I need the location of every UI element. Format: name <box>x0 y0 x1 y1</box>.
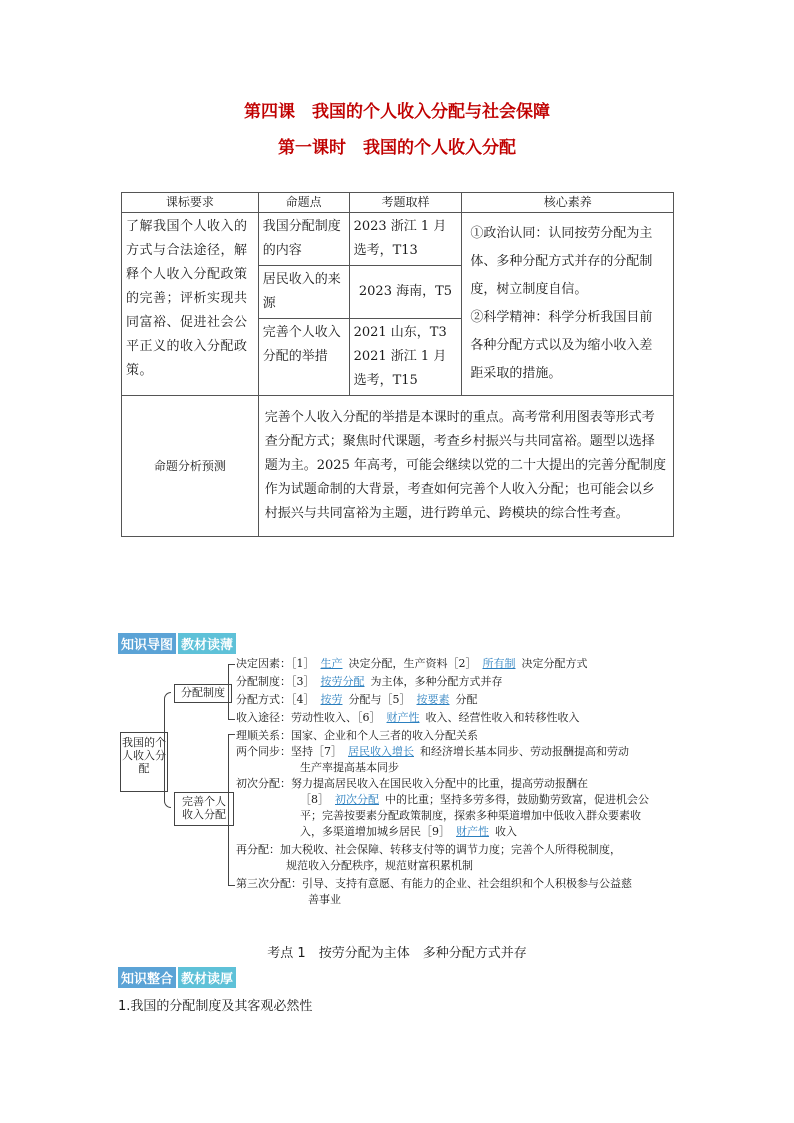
b2-line: 善事业 <box>308 893 341 906</box>
branch2-connector <box>228 734 235 886</box>
root-connector <box>164 692 171 808</box>
b1-line: 决定因素：［1］ 生产 决定分配，生产资料［2］ 所有制 决定分配方式 <box>236 657 588 670</box>
point-cell: 我国分配制度的内容 <box>258 213 349 266</box>
b2-line: 入，多渠道增加城乡居民［9］ 财产性 收入 <box>300 825 517 838</box>
col-header: 核心素养 <box>462 193 674 213</box>
lesson-title: 第四课 我国的个人收入分配与社会保障 <box>244 102 550 122</box>
map-badge <box>118 633 236 654</box>
col-header: 命题点 <box>258 193 349 213</box>
b2-line: 第三次分配：引导、支持有意愿、有能力的企业、社会组织和个人积极参与公益慈 <box>236 877 632 890</box>
section-heading: 1.我国的分配制度及其客观必然性 <box>118 999 313 1014</box>
table-header-row <box>122 193 674 213</box>
col-header: 考题取样 <box>349 193 462 213</box>
b2-line: ［8］ 初次分配 中的比重；坚持多劳多得，鼓励勤劳致富，促进机会公 <box>300 793 649 806</box>
b2-line: 再分配：加大税收、社会保障、转移支付等的调节力度；完善个人所得税制度， <box>236 843 621 856</box>
sample-cell <box>349 319 462 396</box>
analysis-label: 命题分析预测 <box>153 458 226 473</box>
branch1-connector <box>228 664 235 720</box>
b2-line: 两个同步：坚持［7］ 居民收入增长 和经济增长基本同步、劳动报酬提高和劳动 <box>236 745 629 758</box>
table-row <box>122 213 674 266</box>
sample-cell: 2023 浙江 1 月选考，T13 <box>349 213 462 266</box>
mind-map <box>118 655 678 915</box>
literacy-cell <box>462 213 674 396</box>
branch-improve-distribution: 完善个人收入分配 <box>174 792 234 826</box>
root-node: 我国的个人收入分配 <box>120 732 168 792</box>
lesson-subtitle: 第一课时 我国的个人收入分配 <box>278 138 516 158</box>
b2-line: 理顺关系：国家、企业和个人三者的收入分配关系 <box>236 729 478 742</box>
b2-line: 规范收入分配秩序，规范财富积累机制 <box>286 859 473 872</box>
b1-line: 收入途径：劳动性收入、［6］ 财产性 收入、经营性收入和转移性收入 <box>236 711 580 724</box>
b2-line: 初次分配：努力提高居民收入在国民收入分配中的比重，提高劳动报酬在 <box>236 777 588 790</box>
analysis-label-cell <box>122 396 259 537</box>
analysis-text-cell: 完善个人收入分配的举措是本课时的重点。高考常利用图表等形式考查分配方式；聚焦时代课题，考查乡村振兴与共同富裕。题型以选择题为主。2025 年高考，可能会继续以党的二十大提出的完善分配制度作为试题命制的大背景，考查如何完善个人收入分配；也可能会以乡村振兴与共同富裕为主题，进行跨单元、跨模块的综合性考查。 <box>258 396 673 537</box>
sample-text: 2021 山东，T3 2021 浙江 1 月选考，T15 <box>353 325 447 388</box>
badge-textbook-thin: 教材读薄 <box>178 633 236 654</box>
branch-distribution-system: 分配制度 <box>174 684 232 703</box>
badge-knowledge-integration: 知识整合 <box>118 967 176 988</box>
b2-line: 平；完善按要素分配政策制度，探索多种渠道增加中低收入群众要素收 <box>300 809 641 822</box>
col-header: 课标要求 <box>122 193 259 213</box>
table-row <box>122 396 674 537</box>
kaodian-title: 考点 1 按劳分配为主体 多种分配方式并存 <box>267 946 527 961</box>
b1-line: 分配制度：［3］ 按劳分配 为主体，多种分配方式并存 <box>236 675 503 688</box>
literacy-text: ①政治认同：认同按劳分配为主体、多种分配方式并存的分配制度，树立制度自信。 ②科学精神：科学分析我国目前各种分配方式以及为缩小收入差距采取的措施。 <box>470 226 653 381</box>
point-cell: 居民收入的来源 <box>258 266 349 319</box>
integrate-badge <box>118 967 236 988</box>
b1-line: 分配方式：［4］ 按劳 分配与［5］ 按要素 分配 <box>236 693 478 706</box>
requirement-cell: 了解我国个人收入的方式与合法途径，解释个人收入分配政策的完善；评析实现共同富裕、促进社会公平正义的收入分配政策。 <box>122 213 259 396</box>
point-cell: 完善个人收入分配的举措 <box>258 319 349 396</box>
curriculum-table <box>121 192 674 537</box>
badge-knowledge-map: 知识导图 <box>118 633 176 654</box>
b2-line: 生产率提高基本同步 <box>300 761 399 774</box>
sample-cell: 2023 海南，T5 <box>349 266 462 319</box>
badge-textbook-thick: 教材读厚 <box>178 967 236 988</box>
